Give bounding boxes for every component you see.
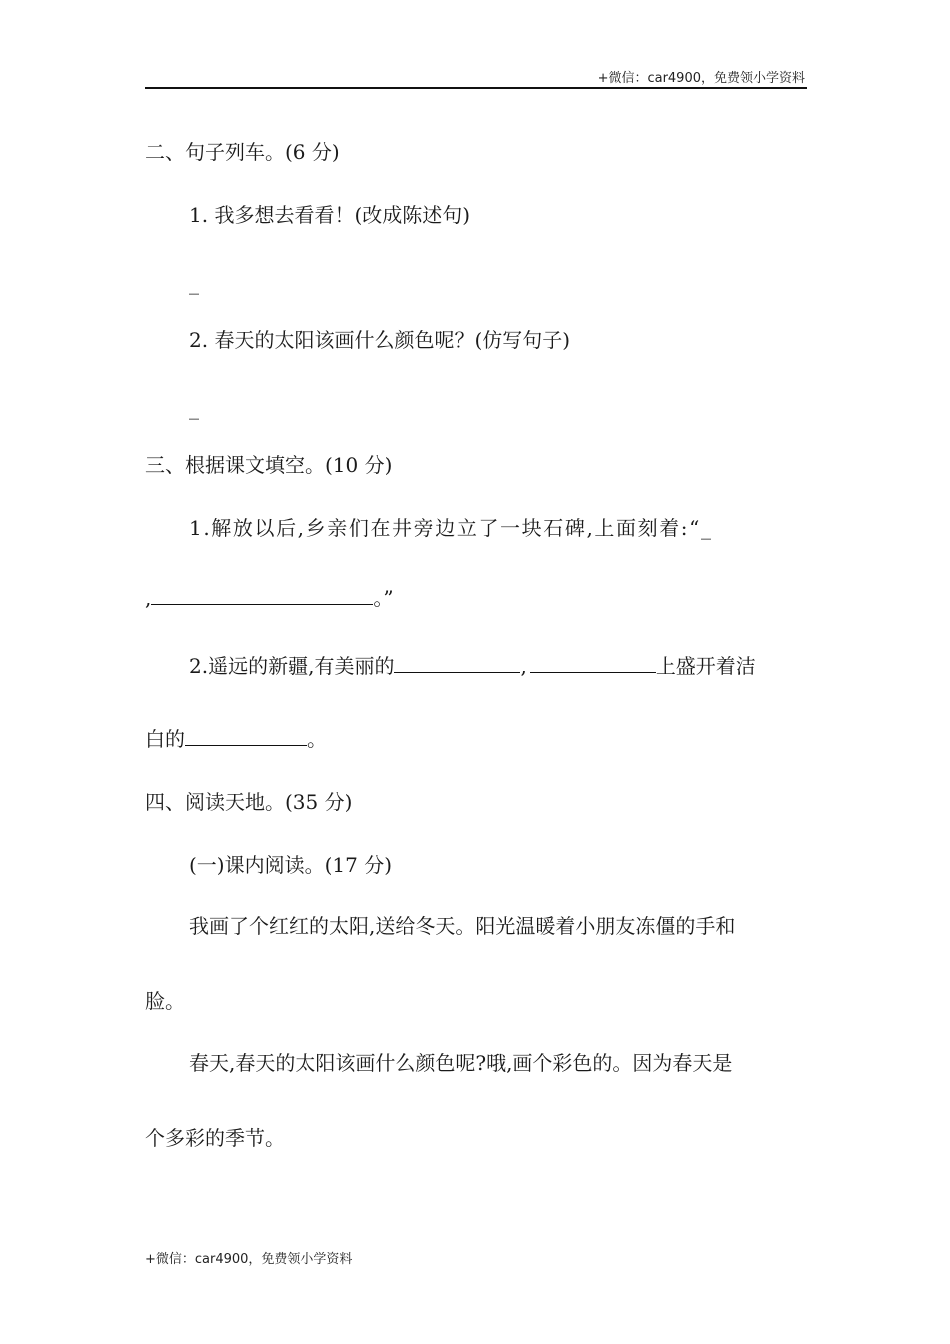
reading-paragraph-2-line-1: 春天,春天的太阳该画什么颜色呢?哦,画个彩色的。因为春天是	[189, 1051, 733, 1075]
section-2-question-2-answer-line[interactable]: _	[189, 396, 199, 420]
question-1-comma: ,	[145, 586, 152, 610]
fill-blank-1[interactable]	[394, 653, 520, 673]
reading-paragraph-2-line-2: 个多彩的季节。	[145, 1126, 285, 1150]
fill-blank-3[interactable]	[185, 726, 307, 746]
fill-blank-inscription[interactable]	[151, 585, 373, 605]
reading-paragraph-1-line-2: 脸。	[145, 989, 185, 1013]
question-2-prefix: 2.遥远的新疆,有美丽的	[189, 654, 395, 678]
section-2-question-1-answer-line[interactable]: _	[189, 271, 199, 295]
fill-blank-2[interactable]	[530, 653, 656, 673]
section-4-title: 四、阅读天地。(35 分)	[145, 790, 353, 814]
section-2-question-1: 1. 我多想去看看！(改成陈述句)	[189, 203, 471, 227]
section-2-question-2: 2. 春天的太阳该画什么颜色呢？(仿写句子)	[189, 328, 571, 352]
section-3-title: 三、根据课文填空。(10 分)	[145, 453, 393, 477]
section-3-question-2-line-1	[189, 653, 756, 679]
section-2-title: 二、句子列车。(6 分)	[145, 140, 340, 164]
question-1-closing-quote: 。”	[373, 586, 394, 610]
question-2-period: 。	[307, 727, 327, 751]
footer-watermark-text: +微信：car4900，免费领小学资料	[145, 1252, 353, 1267]
section-3-question-1-line-2	[145, 585, 394, 611]
header-rule	[145, 87, 807, 89]
section-3-question-1-line-1: 1.解放以后,乡亲们在井旁边立了一块石碑,上面刻着:“_	[189, 516, 713, 540]
question-2-comma: ,	[520, 654, 527, 678]
question-2-line-2-prefix: 白的	[145, 727, 185, 751]
reading-paragraph-1-line-1: 我画了个红红的太阳,送给冬天。阳光温暖着小朋友冻僵的手和	[189, 914, 736, 938]
question-2-suffix: 上盛开着洁	[655, 654, 756, 678]
header-watermark-text: +微信：car4900，免费领小学资料	[597, 71, 805, 86]
section-4-subtitle: (一)课内阅读。(17 分)	[189, 853, 393, 877]
section-3-question-2-line-2	[145, 726, 327, 752]
